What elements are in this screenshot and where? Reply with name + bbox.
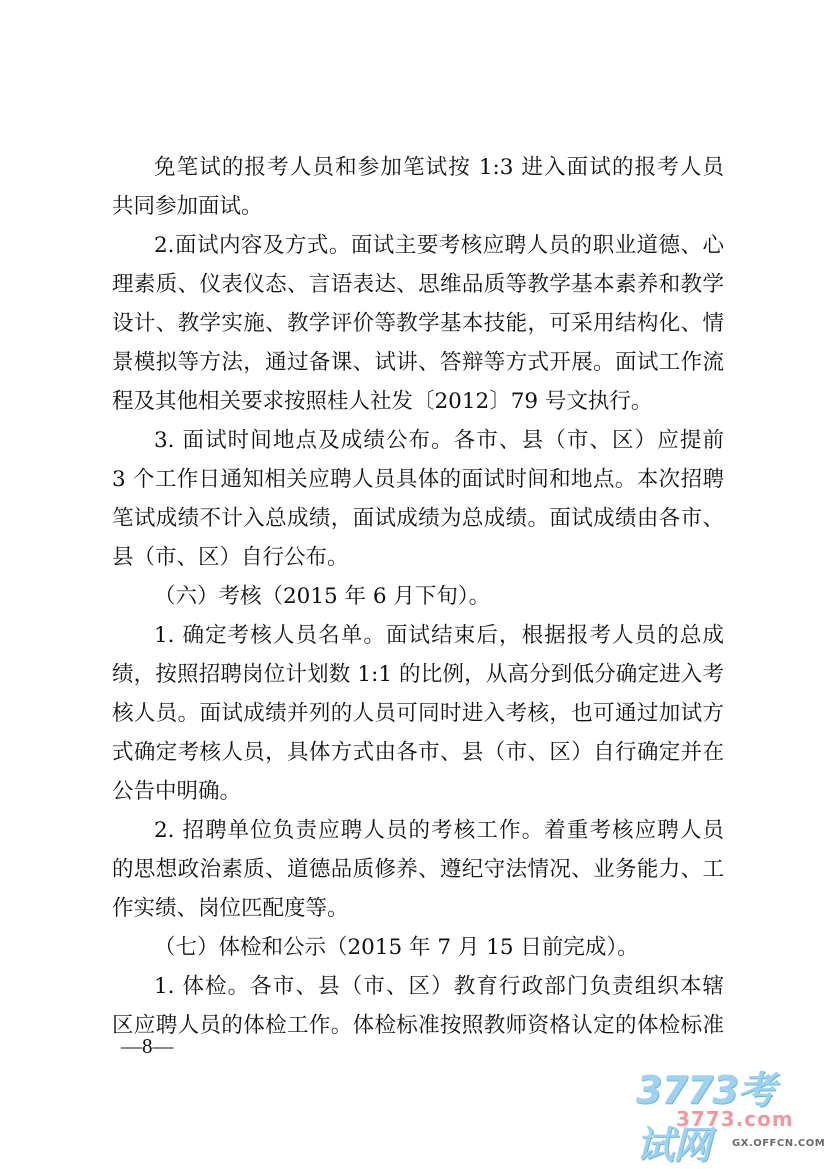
text-line: （七）体检和公示（2015 年 7 月 15 日前完成）。: [154, 935, 639, 960]
text-line: 理素质、仪表仪态、言语表达、思维品质等教学基本素养和教学: [112, 272, 724, 297]
text-line: 作实绩、岗位匹配度等。: [112, 896, 349, 921]
text-line: 1. 确定考核人员名单。面试结束后，根据报考人员的总成: [154, 623, 724, 648]
text-line: 3 个工作日通知相关应聘人员具体的面试时间和地点。本次招聘: [112, 467, 724, 492]
text-line: 绩，按照招聘岗位计划数 1:1 的比例，从高分到低分确定进入考: [112, 662, 724, 687]
text-line: （六）考核（2015 年 6 月下旬）。: [154, 584, 491, 609]
watermark-logo-text: 3773考试网: [636, 1068, 775, 1167]
text-line: 免笔试的报考人员和参加笔试按 1:3 进入面试的报考人员: [154, 155, 724, 180]
text-line: 的思想政治素质、道德品质修养、遵纪守法情况、业务能力、工: [112, 857, 724, 882]
text-line: 笔试成绩不计入总成绩，面试成绩为总成绩。面试成绩由各市、: [112, 506, 724, 531]
text-line: 程及其他相关要求按照桂人社发〔2012〕79 号文执行。: [112, 389, 653, 414]
text-line: 2. 招聘单位负责应聘人员的考核工作。着重考核应聘人员: [154, 818, 724, 843]
text-line: 县（市、区）自行公布。: [112, 545, 349, 570]
text-line: 3. 面试时间地点及成绩公布。各市、县（市、区）应提前: [154, 428, 724, 453]
text-line: 1. 体检。各市、县（市、区）教育行政部门负责组织本辖: [154, 974, 724, 999]
text-line: 区应聘人员的体检工作。体检标准按照教师资格认定的体检标准: [112, 1013, 724, 1038]
page-number: —8—: [121, 1034, 174, 1058]
text-line: 式确定考核人员，具体方式由各市、县（市、区）自行确定并在: [112, 740, 724, 765]
text-line: 2.面试内容及方式。面试主要考核应聘人员的职业道德、心: [154, 233, 724, 258]
text-line: 设计、教学实施、教学评价等教学基本技能，可采用结构化、情: [112, 311, 724, 336]
text-line: 核人员。面试成绩并列的人员可同时进入考核，也可通过加试方: [112, 701, 724, 726]
document-body: [112, 148, 724, 1045]
site-watermark: [636, 1059, 826, 1167]
text-line: 共同参加面试。: [112, 194, 263, 219]
text-line: 公告中明确。: [112, 779, 242, 804]
text-line: 景模拟等方法，通过备课、试讲、答辩等方式开展。面试工作流: [112, 350, 724, 375]
watermark-domain: 3773.com: [676, 1107, 794, 1131]
watermark-url: GX.OFFCN.COM: [732, 1138, 826, 1149]
